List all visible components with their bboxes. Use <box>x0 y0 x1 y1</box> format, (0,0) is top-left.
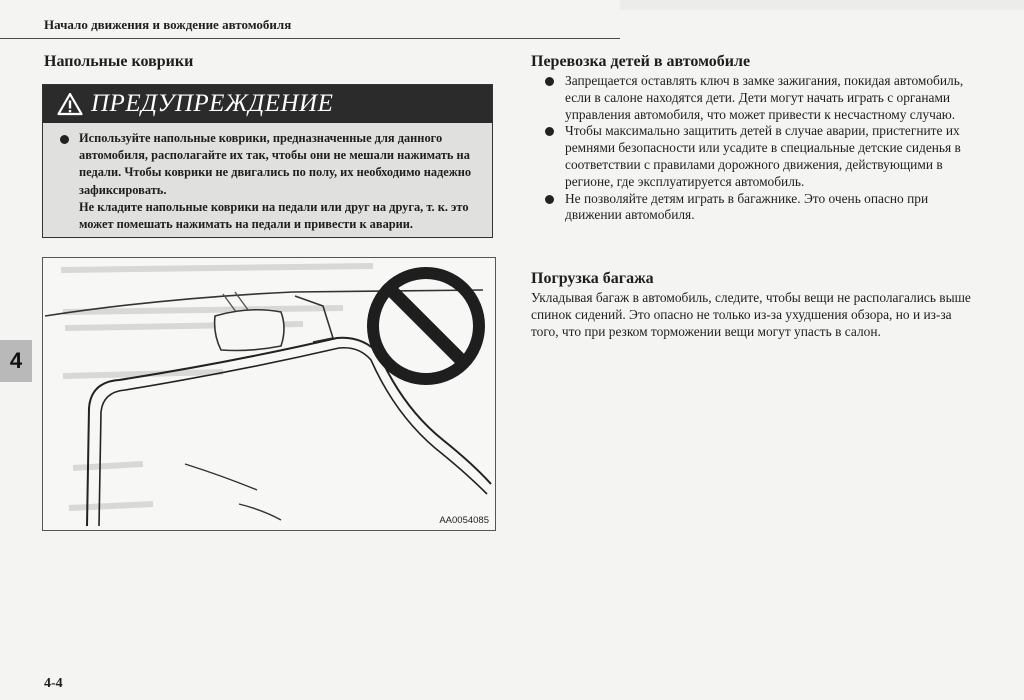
list-item-text: Запрещается оставлять ключ в замке зажигания, покидая автомобиль, если в салоне находятся дети. Дети могут начать играть с органами управления автомобиля, что может привести к несчастному случаю. <box>565 73 964 122</box>
section-title-floor-mats: Напольные коврики <box>44 53 194 70</box>
bullet-icon <box>60 135 69 144</box>
warning-paragraph: Используйте напольные коврики, предназначенные для данного автомобиля, располагайте их так, чтобы они не мешали нажимать на педали. Чтобы коврики не двигались по полу, их необходимо надежно зафиксировать. <box>79 131 472 197</box>
bullet-icon <box>545 127 554 136</box>
bullet-icon <box>545 77 554 86</box>
bullet-icon <box>545 195 554 204</box>
page-number: 4-4 <box>44 676 63 691</box>
children-section <box>531 53 979 224</box>
list-item <box>531 191 979 225</box>
chapter-tab: 4 <box>0 340 32 382</box>
warning-body <box>43 123 492 233</box>
figure-code: AA0054085 <box>439 515 489 526</box>
floor-mat-illustration <box>42 257 496 531</box>
list-item <box>531 123 979 190</box>
page-header: Начало движения и вождение автомобиля <box>44 17 292 32</box>
section-title-children: Перевозка детей в автомобиле <box>531 53 751 70</box>
list-item-text: Не позволяйте детям играть в багажнике. Это очень опасно при движении автомобиля. <box>565 190 929 223</box>
list-item <box>531 73 979 123</box>
children-list <box>531 73 979 224</box>
warning-header <box>43 85 492 123</box>
list-item-text: Чтобы максимально защитить детей в случае аварии, пристегните их ремнями безопасности или усадите в специальные детские сиденья в соответствии с правилами дорожного движения, действующими в регионе, где эксплуатируется автомобиль. <box>565 123 961 189</box>
prohibition-icon <box>43 258 495 530</box>
header-shade <box>620 0 1024 10</box>
warning-box <box>42 84 493 238</box>
section-title-luggage: Погрузка багажа <box>531 270 654 287</box>
warning-triangle-icon <box>57 92 83 116</box>
luggage-section <box>531 270 979 340</box>
warning-paragraph: Не кладите напольные коврики на педали или друг на друга, т. к. это может помешать нажимать на педали и привести к аварии. <box>79 199 469 232</box>
warning-title: ПРЕДУПРЕЖДЕНИЕ <box>91 90 334 117</box>
luggage-text: Укладывая багаж в автомобиль, следите, чтобы вещи не располагались выше спинок сидений. Это опасно не только из-за ухудшения обзора, но и из-за того, что при резком торможении вещи могут упасть в салон. <box>531 290 971 339</box>
